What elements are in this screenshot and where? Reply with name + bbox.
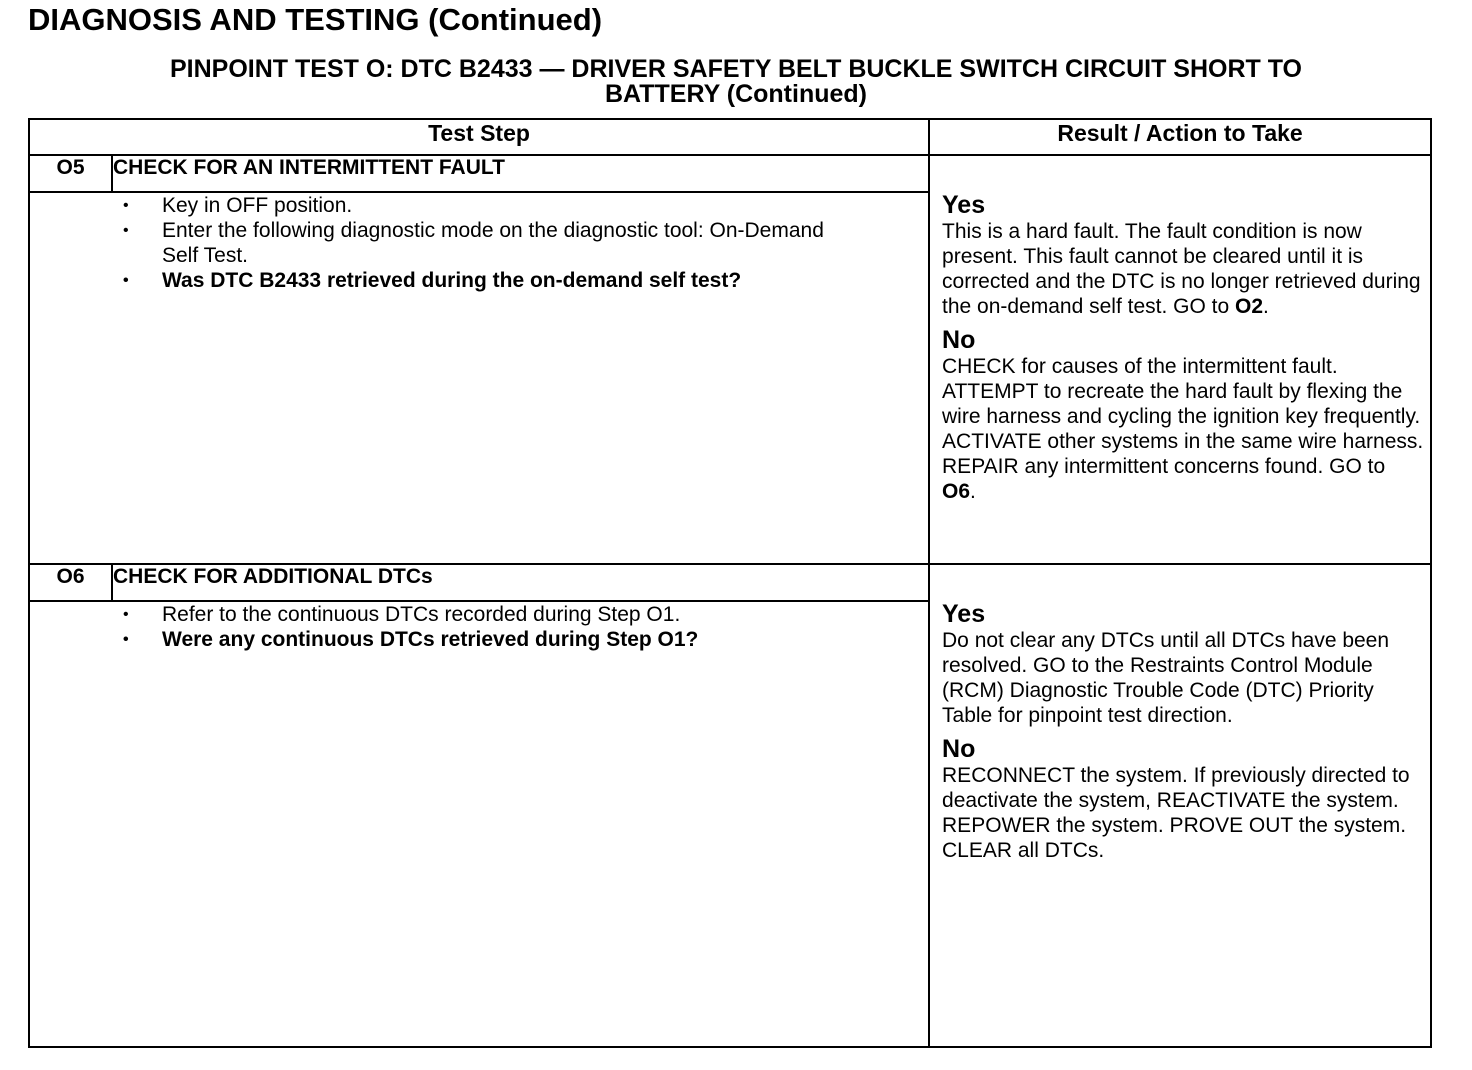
no-action: RECONNECT the system. If previously directed to deactivate the system, REACTIVATE the system. REPOWER the system. PROVE OUT the system. CLEAR all DTCs. (942, 764, 1410, 862)
result-block (930, 565, 1430, 863)
yes-label: Yes (942, 191, 986, 219)
no-action: CHECK for causes of the intermittent fault. ATTEMPT to recreate the hard fault by flexing the wire harness and cycling the ignition key frequently. ACTIVATE other systems in the same wire harness. REPAIR any intermittent concerns found. GO to O6. (942, 355, 1424, 503)
bullet-item: • Enter the following diagnostic mode on the diagnostic tool: On-Demand Self Test. (123, 218, 852, 268)
no-label: No (942, 326, 976, 354)
step-body (29, 601, 929, 1047)
yes-action: This is a hard fault. The fault condition is now present. This fault cannot be cleared until it is corrected and the DTC is no longer retrieved during the on-demand self test. GO to O2. (942, 220, 1421, 318)
step-body (29, 192, 929, 564)
pinpoint-test-table (28, 118, 1432, 1048)
step-number: O5 (29, 155, 112, 192)
result-action-cell (929, 564, 1431, 1047)
bullet-question: • Was DTC B2433 retrieved during the on-demand self test? (123, 268, 928, 293)
pinpoint-test-title (60, 57, 1412, 107)
header-test-step: Test Step (29, 119, 929, 155)
result-action-cell (929, 155, 1431, 564)
step-title: CHECK FOR ADDITIONAL DTCs (112, 564, 929, 601)
goto-step-link: O6 (942, 480, 971, 503)
step-bullets (30, 602, 928, 652)
goto-step-link: O2 (1235, 295, 1264, 318)
result-block (930, 156, 1430, 504)
step-title-row (29, 564, 1431, 601)
table-header-row (29, 119, 1431, 155)
bullet-item: • Refer to the continuous DTCs recorded during Step O1. (123, 602, 928, 627)
yes-action: Do not clear any DTCs until all DTCs have been resolved. GO to the Restraints Control Module (RCM) Diagnostic Trouble Code (DTC) Priority Table for pinpoint test direction. (942, 629, 1390, 727)
step-title: CHECK FOR AN INTERMITTENT FAULT (112, 155, 929, 192)
page-title: DIAGNOSIS AND TESTING (Continued) (28, 2, 603, 37)
bullet-item: • Key in OFF position. (123, 193, 928, 218)
header-result-action: Result / Action to Take (929, 119, 1431, 155)
test-title-line-2: BATTERY (Continued) (605, 80, 867, 108)
yes-label: Yes (942, 600, 986, 628)
no-label: No (942, 735, 976, 763)
step-number: O6 (29, 564, 112, 601)
step-bullets (30, 193, 928, 293)
test-title-line-1: PINPOINT TEST O: DTC B2433 — DRIVER SAFETY BELT BUCKLE SWITCH CIRCUIT SHORT TO (169, 55, 1303, 83)
step-title-row (29, 155, 1431, 192)
bullet-question: • Were any continuous DTCs retrieved during Step O1? (123, 627, 928, 652)
